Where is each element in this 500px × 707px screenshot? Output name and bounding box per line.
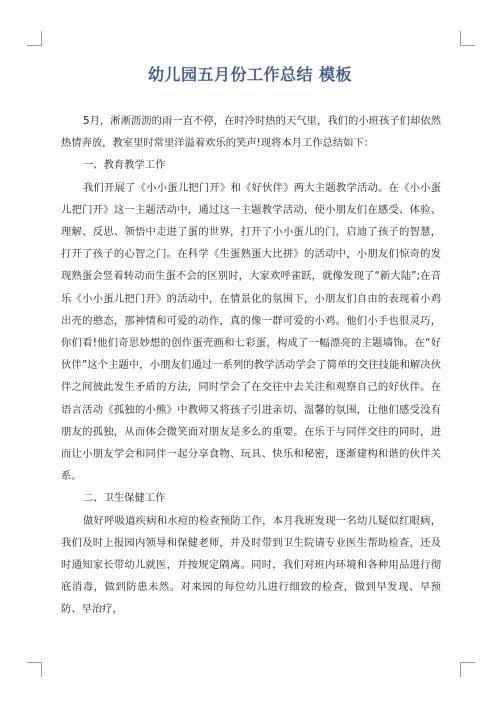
- teaching-paragraph: 我们开展了《小小蛋儿把门开》和《好伙伴》两大主题教学活动。在《小小蛋儿把门开》这一主题活动中，通过这一主题教学活动，使小朋友们在感受、体验、理解、反思、领悟中走进了蛋的世界，打开了小小蛋儿的门，启迪了孩子的智慧，打开了孩子的心智之门。在科学《生蛋熟蛋大比拼》的活动中，小朋友们惊奇的发现熟蛋会竖着转动而生蛋不会的区别时，大家欢呼雀跃，就像发现了“新大陆”;在音乐《小小蛋儿把门开》的活动中，在情景化的氛围下，小朋友们自由的表现着小鸡出壳的憨态，那神情和可爱的动作，真的像一群可爱的小鸡。他们小手也很灵巧，你们看!他们奇思妙想的创作蛋壳画和七彩蛋，构成了一幅漂亮的主题墙饰。在“好伙伴”这个主题中，小朋友们通过一系列的教学活动学会了简单的交往技能和解决伙伴之间彼此发生矛盾的方法，同时学会了在交往中去关注和观察自己的好伙伴。在语言活动《孤独的小熊》中教师又将孩子引进亲切、温馨的氛围，让他们感受没有朋友的孤独，从而体会微笑面对朋友是多么的重要。在乐于与同伴交往的同时，进而让小朋友学会和同伴一起分享食物、玩具、快乐和秘密，逐渐建构和谐的伙伴关系。: [61, 181, 441, 483]
- health-paragraph: 做好呼吸道疾病和水痘的检查预防工作，本月我班发现一名幼儿疑似红眼病，我们及时上报园内领导和保健老师，并及时带到卫生院请专业医生帮助检查，还及时通知家长带幼儿就医，并按规定隔离。同时，我们对班内环境和各种用品进行彻底消毒，做到防患未然。对来园的每位幼儿进行细致的检查，做到早发现、早预防、早治疗，: [61, 514, 441, 616]
- crop-mark-top-left: [27, 31, 42, 46]
- section-heading-teaching: 一、教育教学工作: [83, 159, 166, 172]
- crop-mark-bottom-right: [460, 662, 475, 677]
- document-body: [61, 110, 441, 621]
- section-heading-health: 二、卫生保健工作: [83, 492, 166, 505]
- intro-paragraph: 5月，淅淅沥沥的雨一直不停，在时冷时热的天气里，我们的小班孩子们却依然热情奔放，教室里时常里洋溢着欢乐的笑声!现将本月工作总结如下：: [61, 115, 441, 150]
- crop-mark-top-right: [460, 31, 475, 46]
- crop-mark-bottom-left: [27, 662, 42, 677]
- document-title: 幼儿园五月份工作总结 模板: [147, 65, 353, 84]
